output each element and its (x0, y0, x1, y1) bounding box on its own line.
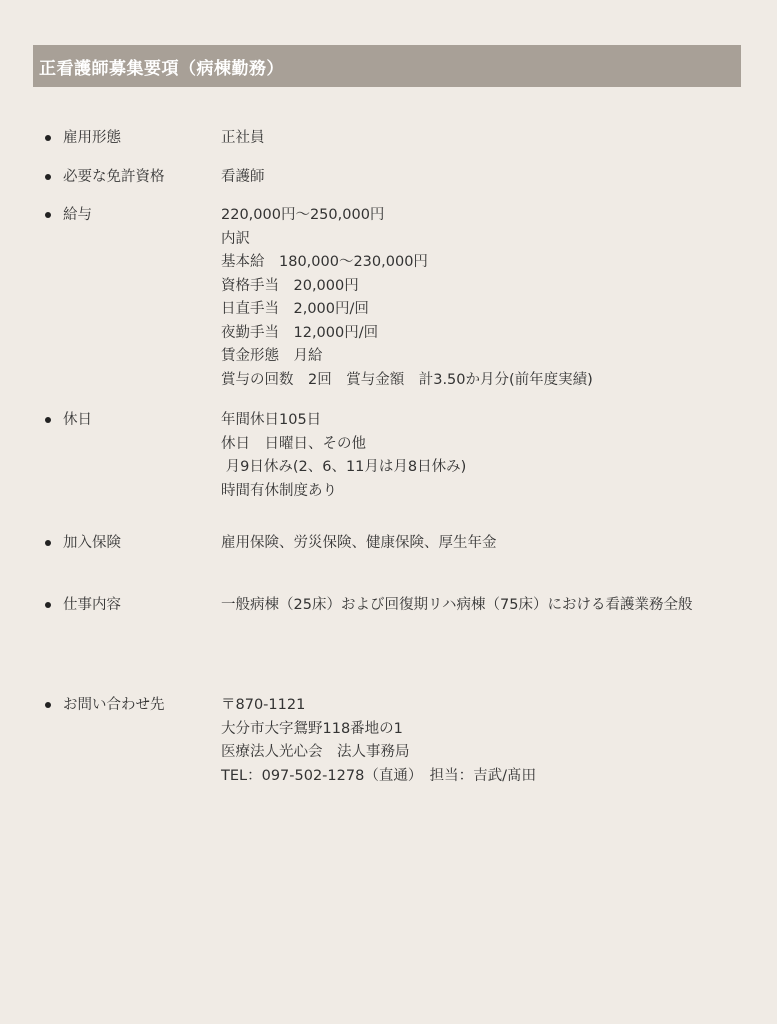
value-line: TEL：097-502-1278（直通） 担当：吉武/髙田 (221, 767, 536, 784)
item-value (221, 204, 741, 392)
item-value (221, 532, 741, 556)
item-value (221, 409, 741, 503)
page-title: 正看護師募集要項（病棟勤務） (39, 58, 284, 79)
item-label: 必要な免許資格 (63, 169, 165, 185)
bullet-icon (45, 540, 51, 546)
item-value (221, 166, 741, 190)
value-line: 220,000円～250,000円 (221, 207, 385, 223)
item-value (221, 127, 741, 151)
value-line: 大分市大字鴛野118番地の1 (221, 720, 403, 737)
value-line: 賃金形態 月給 (221, 348, 323, 364)
item-label: 仕事内容 (63, 597, 121, 613)
value-line: 看護師 (221, 169, 265, 185)
value-line: 医療法人光心会 法人事務局 (221, 744, 410, 760)
item-label: 雇用形態 (63, 130, 121, 146)
item-label: 給与 (63, 207, 92, 223)
value-line: 月9日休み(2、6、11月は月8日休み) (221, 459, 467, 475)
bullet-icon (45, 135, 51, 141)
value-line: 雇用保険、労災保険、健康保険、厚生年金 (221, 535, 497, 551)
item-label: 休日 (63, 412, 92, 428)
bullet-icon (45, 602, 51, 608)
value-line: 基本給 180,000～230,000円 (221, 254, 428, 270)
value-line: 資格手当 20,000円 (221, 277, 359, 294)
bullet-icon (45, 174, 51, 180)
value-line: 日直手当 2,000円/回 (221, 301, 369, 317)
value-line: 一般病棟（25床）および回復期リハ病棟（75床）における看護業務全般 (221, 597, 693, 613)
value-line: 正社員 (221, 130, 265, 146)
bullet-icon (45, 212, 51, 218)
value-line: 夜勤手当 12,000円/回 (221, 324, 379, 341)
section-title-bar (33, 45, 741, 87)
value-line: 賞与の回数 2回 賞与金額 計3.50か月分(前年度実績) (221, 371, 593, 388)
item-value (221, 694, 741, 788)
item-label: お問い合わせ先 (63, 697, 165, 713)
value-line: 年間休日105日 (221, 412, 322, 428)
bullet-icon (45, 702, 51, 708)
value-line: 〒870-1121 (221, 697, 306, 713)
value-line: 内訳 (221, 230, 250, 247)
value-line: 時間有休制度あり (221, 482, 337, 499)
item-label: 加入保険 (63, 535, 121, 551)
value-line: 休日 日曜日、その他 (221, 435, 366, 452)
bullet-icon (45, 417, 51, 423)
item-value (221, 594, 741, 618)
